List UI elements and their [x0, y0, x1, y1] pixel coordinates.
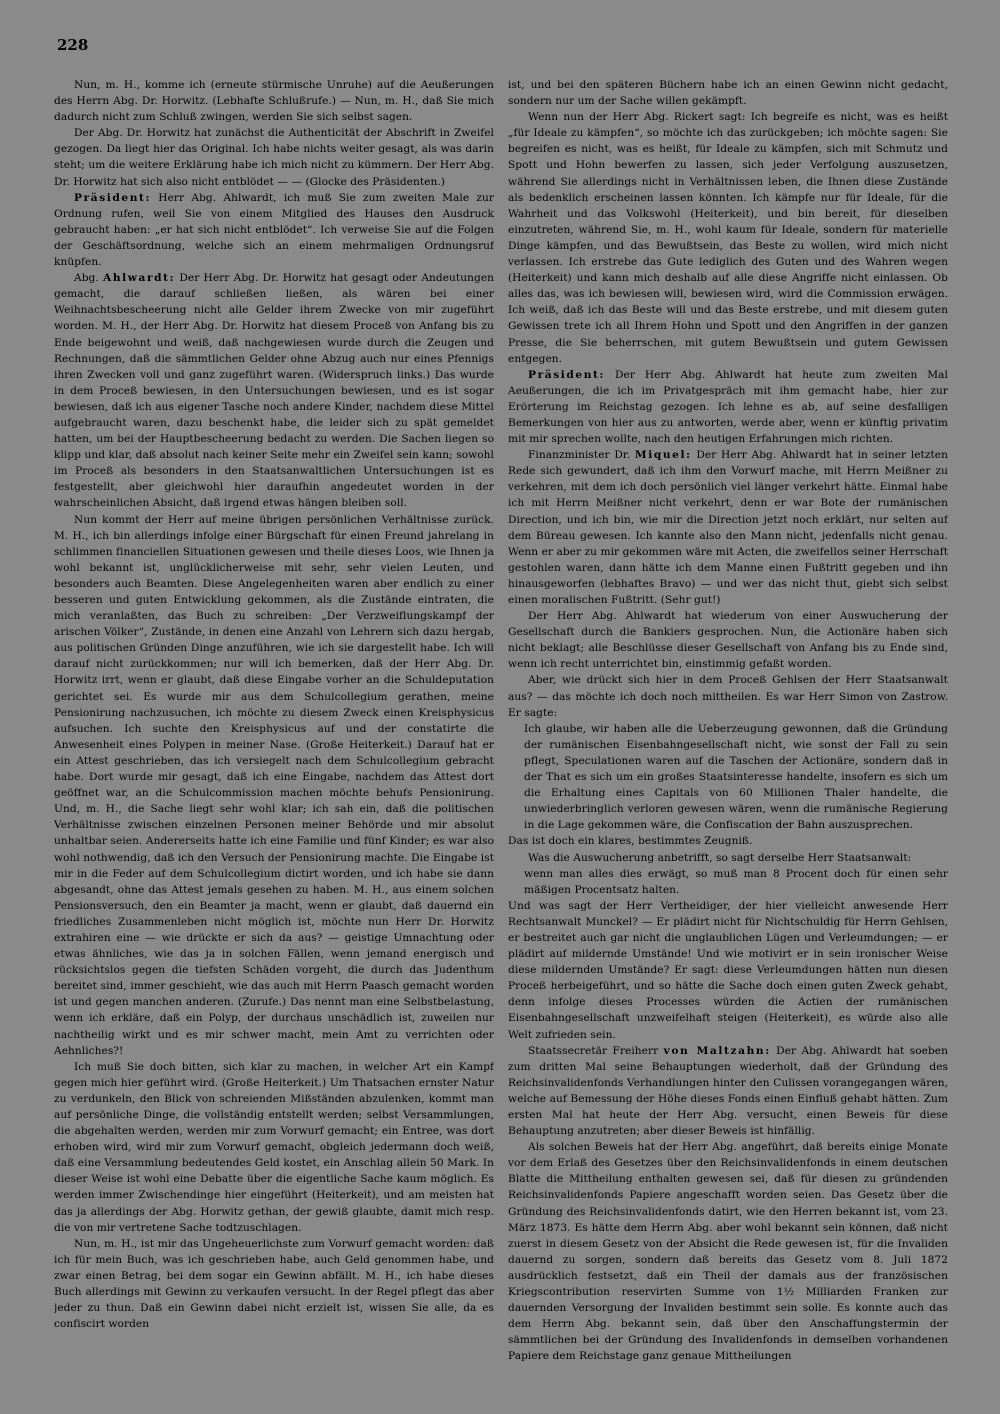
right-column-paragraph: [508, 866, 948, 898]
paragraph-text: Abg.: [74, 272, 104, 285]
right-column-paragraph: [508, 1043, 948, 1140]
paragraph-text: Finanzminister Dr.: [528, 449, 635, 462]
right-column-paragraph: [508, 721, 948, 834]
left-column-paragraph: [54, 1059, 494, 1236]
right-column-paragraph: [508, 367, 948, 447]
left-column-paragraph: [54, 270, 494, 511]
paragraph-text: Was die Auswucherung anbetrifft, so sagt derselbe Herr Staatsanwalt:: [528, 851, 912, 864]
paragraph-text: Wenn nun der Herr Abg. Rickert sagt: Ich begreife es nicht, was es heißt „für Ideale zu kämpfen“, so möchte ich das zurückgeben; ich möchte sagen: Sie begreifen es nicht, was es heißt, für Ideale zu kämpfen, sich mit Schmutz und Spott und Hohn bewerfen zu lassen, sich jeder Verfolgung auszusetzen, während Sie allerdings nicht in Verhältnissen leben, die Ihnen diese Zustände als bedenklich erscheinen lassen könnten. Ich kämpfe nur für Ideale, für die Wahrheit und das Volkswohl (Heiterkeit), und bin bereit, für dieselben einzutreten, während Sie, m. H., wohl kaum für Ideale, sondern für materielle Dinge kämpfen, und das Bewußtsein, das Beste zu wollen, wird mich nicht verlassen. Ich erstrebe das Gute lediglich des Guten und des Wahren wegen (Heiterkeit) und kann mich deshalb auf alle diese Angriffe nicht einlassen. Ob alles das, was ich bewiesen will, bewiesen wird, wird die Commission erwägen. Ich weiß, daß ich das Beste will und das Beste erstrebe, und mit diesem guten Gewissen trete ich all Ihrem Hohn und Spott und den Angriffen in der ganzen Presse, die Sie beherrschen, mit gutem Bewußtsein und gutem Gewissen entgegen.: [508, 111, 948, 365]
speaker-name: Ahlwardt:: [103, 272, 176, 285]
right-column-paragraph: [508, 850, 948, 866]
right-column-paragraph: [508, 447, 948, 608]
left-column-paragraph: [54, 190, 494, 270]
paragraph-text: Das ist doch ein klares, bestimmtes Zeugniß.: [508, 835, 753, 848]
paragraph-text: Staatssecretär Freiherr: [528, 1044, 664, 1057]
paragraph-text: Ich muß Sie doch bitten, sich klar zu machen, in welcher Art ein Kampf gegen mich hier geführt wird. (Große Heiterkeit.) Um Thatsachen ernster Natur zu verdunkeln, den Blick von schreienden Mißständen abzulenken, kommt man auf persönliche Dinge, die vollständig entstellt werden; selbst Versammlungen, die abgehalten werden, werden mir zum Vorwurf gemacht; ein Entree, was dort erhoben wird, wird mir zum Vorwurf gemacht, obgleich jedermann doch weiß, daß eine Versammlung bedeutendes Geld kostet, ein Anschlag allein 50 Mark. In dieser Weise ist wohl eine Debatte über die eigentliche Sache kaum möglich. Es werden immer Zwischendinge hier eingeführt (Heiterkeit), und am meisten hat das ja allerdings der Abg. Horwitz gethan, der gewiß glaubte, damit mich resp. die von mir vertretene Sache todtzuschlagen.: [54, 1060, 494, 1234]
right-column-paragraph: [508, 898, 948, 1043]
paragraph-text: Der Abg. Dr. Horwitz hat zunächst die Authenticität der Abschrift in Zweifel gezogen. Da liegt hier das Original. Ich habe nichts weiter gesagt, als was darin steht; um die weitere Erklärung habe ich mich nicht zu kümmern. Der Herr Abg. Dr. Horwitz hat sich also nicht entblödet — — (Glocke des Präsidenten.): [54, 127, 494, 188]
paragraph-text: Nun, m. H., ist mir das Ungeheuerlichste zum Vorwurf gemacht worden: daß ich für mein Buch, was ich geschrieben habe, auch Geld genommen habe, und zwar einen Betrag, bei dem sogar ein Gewinn abfällt. M. H., ich habe dieses Buch allerdings mit Gewinn zu verkaufen versucht. In der Regel pflegt das aber jeder zu thun. Daß ein Gewinn dabei nicht erzielt ist, wissen Sie alle, da es confiscirt worden: [54, 1237, 494, 1331]
paragraph-text: ist, und bei den späteren Büchern habe ich an einen Gewinn nicht gedacht, sondern nur um der Sache willen gekämpft.: [508, 79, 948, 108]
right-column-paragraph: [508, 77, 948, 109]
left-column-paragraph: [54, 512, 494, 1059]
right-column-paragraph: [508, 833, 948, 849]
paragraph-text: Der Abg. Ahlwardt hat soeben zum dritten Mal seine Behauptungen wiederholt, daß der Gründung des Reichsinvalidenfonds Verhandlungen hinter den Culissen vorangegangen wären, welche auf Bemessung der Höhe dieses Fonds einen Einfluß gehabt hätten. Zum ersten Mal hat heute der Herr Abg. versucht, einen Beweis für diese Behauptung anzutreten; aber dieser Beweis ist hinfällig.: [508, 1044, 948, 1138]
left-column-paragraph: [54, 77, 494, 125]
speaker-name: Präsident:: [528, 368, 606, 381]
paragraph-text: Der Herr Abg. Dr. Horwitz hat gesagt oder Andeutungen gemacht, die darauf schließen ließen, als wären bei einer Weihnachtsbescheerung nicht alle Gelder ihrem Zwecke von mir zugeführt worden. M. H., der Herr Abg. Dr. Horwitz hat diesem Proceß von Anfang bis zu Ende beigewohnt und weiß, daß nachgewiesen wurde durch die Zeugen und Rechnungen, daß die sämmtlichen Gelder ohne Abzug auch nur eines Pfennigs ihren Zwecken voll und ganz zugeführt waren. (Widerspruch links.) Das wurde in dem Proceß bewiesen, in den Untersuchungen bewiesen, und es ist sogar bewiesen, daß ich aus eigener Tasche noch andere Kinder, nachdem diese Mittel aufgebraucht waren, dazu beschenkt habe, die leider sich zu spät gemeldet hatten, um bei der Hauptbescheerung bedacht zu werden. Die Sachen liegen so klipp und klar, daß absolut nach keiner Seite mehr ein Zweifel sein kann; sowohl im Proceß als besonders in den Staatsanwaltlichen Untersuchungen ist es festgestellt, aber gleichwohl hier daraufhin angedeutet worden in der wahrscheinlichen Absicht, daß irgend etwas hängen bleiben soll.: [54, 272, 494, 510]
paragraph-text: Herr Abg. Ahlwardt, ich muß Sie zum zweiten Male zur Ordnung rufen, weil Sie von einem Mitglied des Hauses den Ausdruck gebraucht haben: „er hat sich nicht entblödet“. Ich verweise Sie auf die Folgen der Geschäftsordnung, welche sich an einem mehrmaligen Ordnungsruf knüpfen.: [54, 191, 494, 269]
right-column: [508, 77, 948, 1397]
right-column-paragraph: [508, 109, 948, 367]
paragraph-text: Der Herr Abg. Ahlwardt hat in seiner letzten Rede sich gewundert, daß ich ihm den Vorwurf mache, mit Herrn Meißner zu verkehren, mit dem ich doch persönlich viel länger verkehrt hätte. Einmal habe ich mit Herrn Meißner nicht verkehrt, denn er war Bote der rumänischen Direction, und ich bin, wie mir die Direction jetzt noch erklärt, nur selten auf dem Büreau gewesen. Ich kannte also den Mann nicht, jedenfalls nicht genau. Wenn er aber zu mir gekommen wäre mit Acten, die zweifellos seiner Herrschaft gestohlen waren, dann hätte ich dem Manne einen Fußtritt gegeben und ihn hinausgeworfen (lebhaftes Bravo) — und wer das nicht thut, giebt sich selbst einen moralischen Fußtritt. (Sehr gut!): [508, 449, 948, 606]
page-number: 228: [57, 36, 89, 54]
paragraph-text: Aber, wie drückt sich hier in dem Proceß Gehlsen der Herr Staatsanwalt aus? — das möchte ich doch noch mittheilen. Es war Herr Simon von Zastrow. Er sagte:: [508, 674, 948, 719]
right-column-paragraph: [508, 672, 948, 720]
speaker-name: Miquel:: [634, 449, 692, 462]
paragraph-text: Der Herr Abg. Ahlwardt hat wiederum von einer Auswucherung der Gesellschaft durch die Bankiers gesprochen. Nun, die Actionäre haben sich nicht beklagt; alle Beschlüsse dieser Gesellschaft von Anfang bis zu Ende sind, wenn ich recht unterrichtet bin, einstimmig gefaßt worden.: [508, 610, 948, 671]
paragraph-text: Der Herr Abg. Ahlwardt hat heute zum zweiten Mal Aeußerungen, die ich im Privatgespräch mit ihm gemacht habe, hier zur Erörterung im Reichstag gezogen. Ich lehne es ab, auf seine desfalligen Bemerkungen von hier aus zu antworten, werde aber, wenn er künftig privatim mit mir sprechen wollte, nach den heutigen Erfahrungen mich richten.: [508, 368, 948, 446]
paragraph-text: Und was sagt der Herr Vertheidiger, der hier vielleicht anwesende Herr Rechtsanwalt Munckel? — Er plädirt nicht für Nichtschuldig für Herrn Gehlsen, er bestreitet auch gar nicht die unglaublichen Lügen und Verleumdungen; — er plädirt auf mildernde Umstände! Und wie motivirt er in sein ironischer Weise diese mildernden Umstände? Er sagt: diese Verleumdungen hätten nun diesen Proceß herbeigeführt, und so hätte die Sache doch einen guten Zweck gehabt, denn infolge dieses Processes würden die Actien der rumänischen Eisenbahngesellschaft unzweifelhaft steigen (Heiterkeit), es würde also alle Welt zufrieden sein.: [508, 899, 948, 1041]
speaker-name: von Maltzahn:: [663, 1044, 771, 1057]
paragraph-text: wenn man alles dies erwägt, so muß man 8 Procent doch für einen sehr mäßigen Procentsatz halten.: [524, 867, 948, 896]
paragraph-text: Als solchen Beweis hat der Herr Abg. angeführt, daß bereits einige Monate vor dem Erlaß des Gesetzes über den Reichsinvalidenfonds in einem deutschen Blatte die Mittheilung enthalten gewesen sei, daß für diesen zu gründenden Reichsinvalidenfonds Papiere angeschafft worden seien. Das Gesetz über die Gründung des Reichsinvalidenfonds datirt, wie den Herren bekannt ist, vom 23. März 1873. Es hätte dem Herrn Abg. aber wohl bekannt sein können, daß nicht zuerst in diesem Gesetz von der Absicht die Rede gewesen ist, für die Invaliden dauernd zu sorgen, sondern daß bereits das Gesetz vom 8. Juli 1872 ausdrücklich festsetzt, daß ein Theil der damals aus der französischen Kriegscontribution reservirten Summe von 1½ Milliarden Franken zur dauernden Versorgung der Invaliden bestimmt sein solle. Es konnte auch das dem Herrn Abg. bekannt sein, daß über den Anschaffungstermin der sämmtlichen bei der Gründung des Invalidenfonds in demselben vorhandenen Papiere dem Reichstage ganz genaue Mittheilungen: [508, 1141, 948, 1363]
right-column-paragraph: [508, 1139, 948, 1364]
left-column: [54, 77, 494, 1397]
left-column-paragraph: [54, 1236, 494, 1333]
right-column-paragraph: [508, 608, 948, 672]
speaker-name: Präsident:: [74, 191, 152, 204]
paragraph-text: Ich glaube, wir haben alle die Ueberzeugung gewonnen, daß die Gründung der rumänischen Eisenbahngesellschaft nicht, wie sonst der Fall zu sein pflegt, Speculationen waren auf die Taschen der Actionäre, sondern daß in der That es sich um ein großes Staatsinteresse handelte, insofern es sich um die Erhaltung eines Capitals von 60 Millionen Thaler handelte, die unwiederbringlich verloren gewesen wären, wenn die rumänische Regierung in die Lage gekommen wäre, die Confiscation der Bahn auszusprechen.: [524, 722, 948, 832]
paragraph-text: Nun, m. H., komme ich (erneute stürmische Unruhe) auf die Aeußerungen des Herrn Abg. Dr. Horwitz. (Lebhafte Schlußrufe.) — Nun, m. H., daß Sie mich dadurch nicht zum Schluß zwingen, werden Sie sich selbst sagen.: [54, 79, 494, 124]
left-column-paragraph: [54, 125, 494, 189]
paragraph-text: Nun kommt der Herr auf meine übrigen persönlichen Verhältnisse zurück. M. H., ich bin allerdings infolge einer Bürgschaft für einen Freund jahrelang in schlimmen financiellen Situationen gewesen und theile dieses Loos, wie Ihnen ja wohl bekannt ist, unglücklicherweise mit sehr, sehr vielen Leuten, und besonders auch Beamten. Diese Angelegenheiten waren aber endlich zu einer besseren und guten Entwicklung gekommen, als die Zustände eintraten, die mich veranlaßten, das Buch zu schreiben: „Der Verzweiflungskampf der arischen Völker“, Zustände, in denen eine Anzahl von Lehrern sich dazu hergab, aus politischen Gründen Dinge anzuführen, wie ich sie dargestellt habe. Ich will darauf nicht zurückkommen; nur will ich bemerken, daß der Herr Abg. Dr. Horwitz irrt, wenn er glaubt, daß diese Eingabe vorher an die Schuldeputation gerichtet sei. Es wurde mir aus dem Schulcollegium gerathen, meine Pensionirung nachzusuchen, ich möchte zu diesem Zweck einen Kreisphysicus aufsuchen. Ich suchte den Kreisphysicus auf und der constatirte die Anwesenheit eines Polypen in meiner Nase. (Große Heiterkeit.) Darauf hat er ein Attest geschrieben, das ich versiegelt nach dem Schulcollegium gebracht habe. Dort wurde mir gesagt, daß ich eine Eingabe, nachdem das Attest dort geöffnet war, an die Schulcommission machen möchte behufs Pensionirung. Und, m. H., die Sache liegt sehr wohl klar; ich sah ein, daß die politischen Verhältnisse zwischen einzelnen Personen meiner Behörde und mir absolut unhaltbar seien. Andererseits hatte ich eine Familie und fünf Kinder; es war also wohl nothwendig, daß ich den Versuch der Pensionirung machte. Die Eingabe ist mir in die Feder auf dem Schulcollegium dictirt worden, und ich habe sie dann abgesandt, ohne das Attest jemals gesehen zu haben. M. H., aus einem solchen Pensionsversuch, den ein Beamter ja macht, wenn er glaubt, daß dauernd ein friedliches Zusammenleben nicht möglich ist, möchte nun Herr Dr. Horwitz extrahiren eine — wie drückte er sich da aus? — geistige Umnachtung oder etwas ähnliches, wie das ja in solchen Fällen, wenn jemand energisch und rücksichtslos gegen die tiefsten Schäden vorgeht, die durch das Judenthum bereitet sind, immer geschieht, wie das auch mit Herrn Paasch gemacht worden ist und gegen manchen anderen. (Zurufe.) Das nennt man eine Selbstbelastung, wenn ich erkläre, daß ein Polyp, der durchaus unschädlich ist, zuweilen nur nachtheilig wirkt und es mir schwer macht, mein Amt zu verrichten oder Aehnliches?!: [54, 513, 494, 1057]
